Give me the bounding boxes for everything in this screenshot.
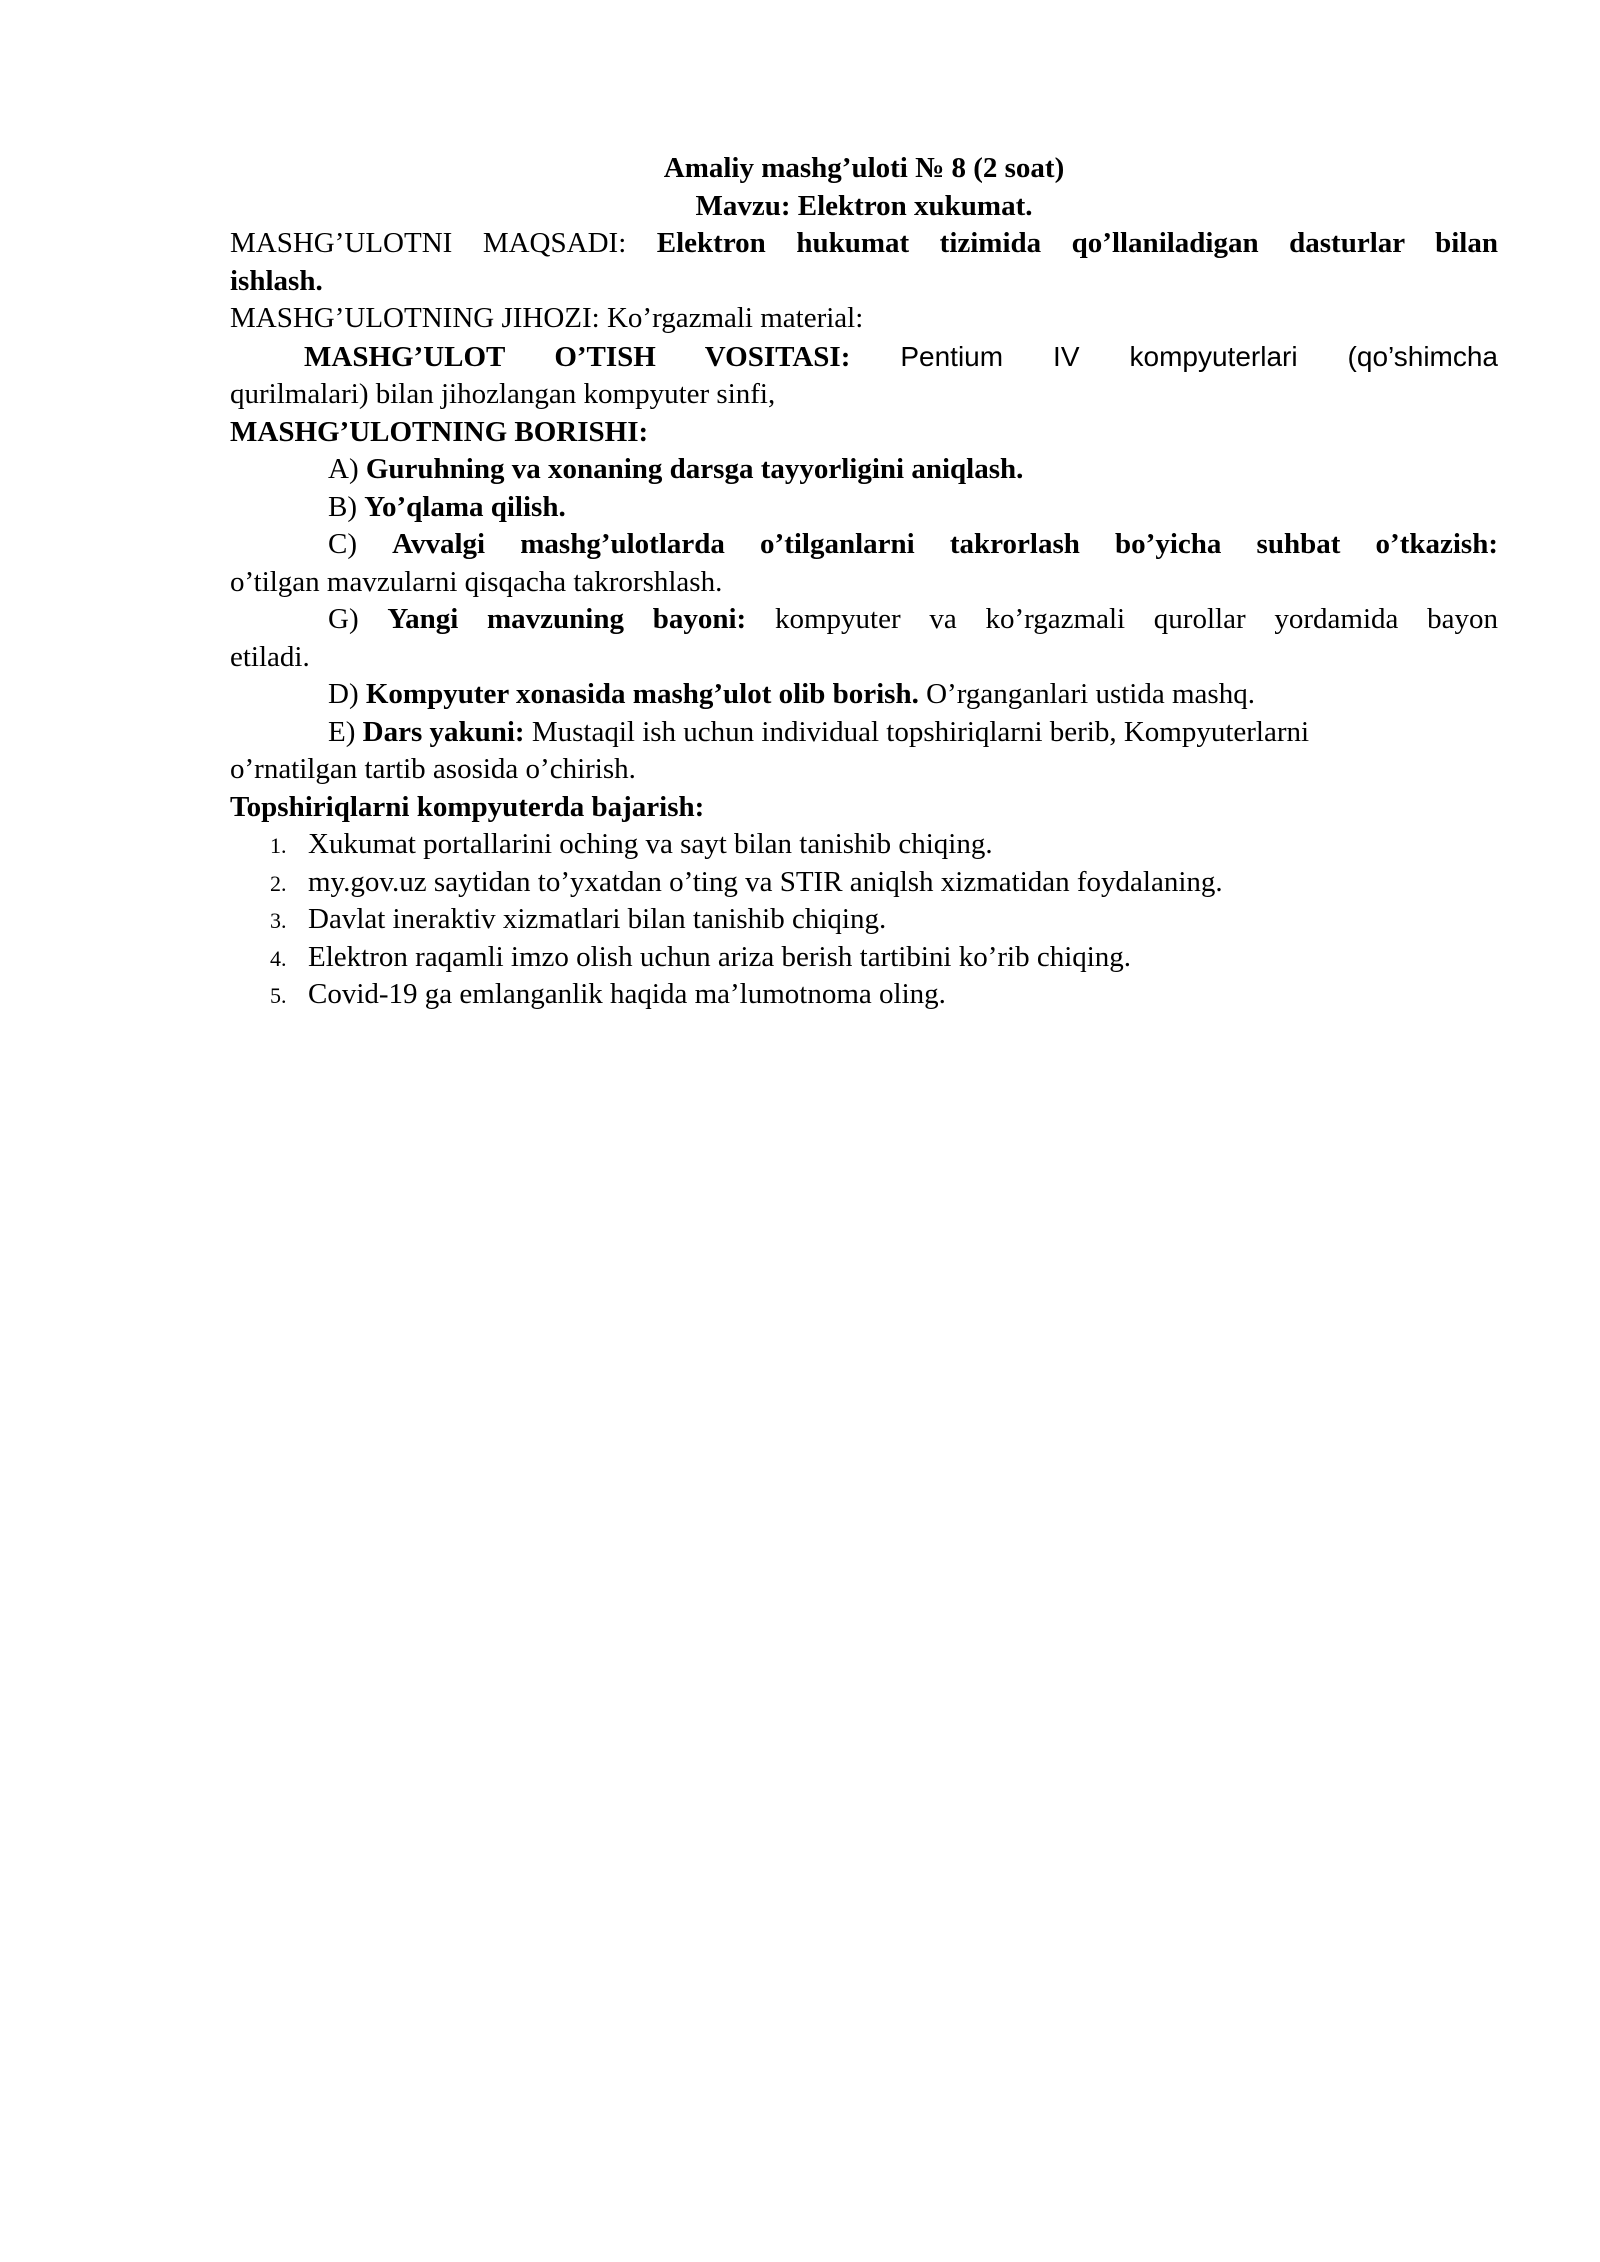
step-d-letter: D) xyxy=(328,678,366,710)
step-a-text: Guruhning va xonaning darsga tayyorligini aniqlash. xyxy=(365,453,1024,485)
list-item-text: Covid-19 ga emlanganlik haqida ma’lumotnoma oling. xyxy=(308,978,946,1010)
step-g-bold: Yangi mavzuning bayoni: xyxy=(387,603,747,635)
equipment-line xyxy=(230,300,1498,338)
step-b-text: Yo’qlama qilish. xyxy=(364,490,566,523)
list-item-text: Xukumat portallarini oching va sayt bilan tanishib chiqing. xyxy=(308,828,993,860)
document-topic: Mavzu: Elektron xukumat. xyxy=(695,189,1033,222)
goal-sep: : xyxy=(618,227,657,259)
means-text-cont: qurilmalari) bilan jihozlangan kompyuter sinfi, xyxy=(230,378,776,410)
step-g-text-cont: etiladi. xyxy=(230,640,310,673)
step-e-text-cont: o’rnatilgan tartib asosida o’chirish. xyxy=(230,753,636,785)
goal-text: Elektron hukumat tizimida qo’llaniladigan dasturlar bilan xyxy=(656,227,1498,259)
step-d-text: O’rganganlari ustida mashq. xyxy=(918,678,1255,710)
list-item xyxy=(230,939,1498,977)
tasks-heading: Topshiriqlarni kompyuterda bajarish: xyxy=(230,790,705,823)
list-item-text: Elektron raqamli imzo olish uchun ariza berish tartibini ko’rib chiqing. xyxy=(308,940,1132,973)
list-item-number: 2. xyxy=(270,870,287,896)
document-title: Amaliy mashg’uloti № 8 (2 soat) xyxy=(663,152,1065,184)
list-item xyxy=(230,826,1498,864)
step-c-text-cont: o’tilgan mavzularni qisqacha takrorshlash. xyxy=(230,565,723,598)
step-g xyxy=(230,601,1498,639)
step-b xyxy=(230,489,1498,527)
list-item-number: 4. xyxy=(270,945,287,971)
step-d xyxy=(230,676,1498,714)
equipment-label: MASHG’ULOTNING JIHOZI xyxy=(230,302,592,334)
step-a-letter: A) xyxy=(328,453,366,485)
list-item-number: 1. xyxy=(270,833,287,858)
tasks-list xyxy=(230,826,1498,1014)
step-d-bold: Kompyuter xonasida mashg’ulot olib borish. xyxy=(365,678,919,710)
step-a xyxy=(230,451,1498,489)
step-e-bold: Dars yakuni: xyxy=(362,715,525,748)
step-e xyxy=(230,714,1498,752)
step-e-letter: E) xyxy=(328,715,363,748)
list-item-text: my.gov.uz saytidan to’yxatdan o’ting va STIR aniqlsh xizmatidan foydalaning. xyxy=(308,865,1223,898)
document-page xyxy=(230,150,1498,1014)
list-item-number: 5. xyxy=(270,983,287,1008)
step-c-letter: C) xyxy=(328,528,393,560)
list-item-text: Davlat ineraktiv xizmatlari bilan tanishib chiqing. xyxy=(308,903,887,935)
list-item xyxy=(230,976,1498,1014)
means-line xyxy=(230,338,1498,377)
goal-text-cont: ishlash. xyxy=(230,264,323,297)
step-g-letter: G) xyxy=(328,603,388,635)
step-e-text: Mustaqil ish uchun individual topshiriqlarni berib, Kompyuterlarni xyxy=(524,715,1310,748)
goal-line xyxy=(230,225,1498,263)
means-label: MASHG’ULOT O’TISH VOSITASI: xyxy=(304,340,851,373)
goal-label: MASHG’ULOTNI MAQSADI xyxy=(230,227,619,259)
means-text: Pentium IV kompyuterlari (qo’shimcha xyxy=(850,340,1499,372)
step-c-text: Avvalgi mashg’ulotlarda o’tilganlarni takrorlash bo’yicha suhbat o’tkazish: xyxy=(392,528,1498,560)
list-item xyxy=(230,901,1498,939)
progress-heading: MASHG’ULOTNING BORISHI: xyxy=(230,415,649,448)
list-item xyxy=(230,864,1498,902)
equipment-text: : Ko’rgazmali material: xyxy=(591,302,864,334)
step-b-letter: B) xyxy=(328,490,365,523)
step-g-text: kompyuter va ko’rgazmali qurollar yordamida bayon xyxy=(746,603,1498,635)
step-c xyxy=(230,526,1498,564)
list-item-number: 3. xyxy=(270,908,287,933)
